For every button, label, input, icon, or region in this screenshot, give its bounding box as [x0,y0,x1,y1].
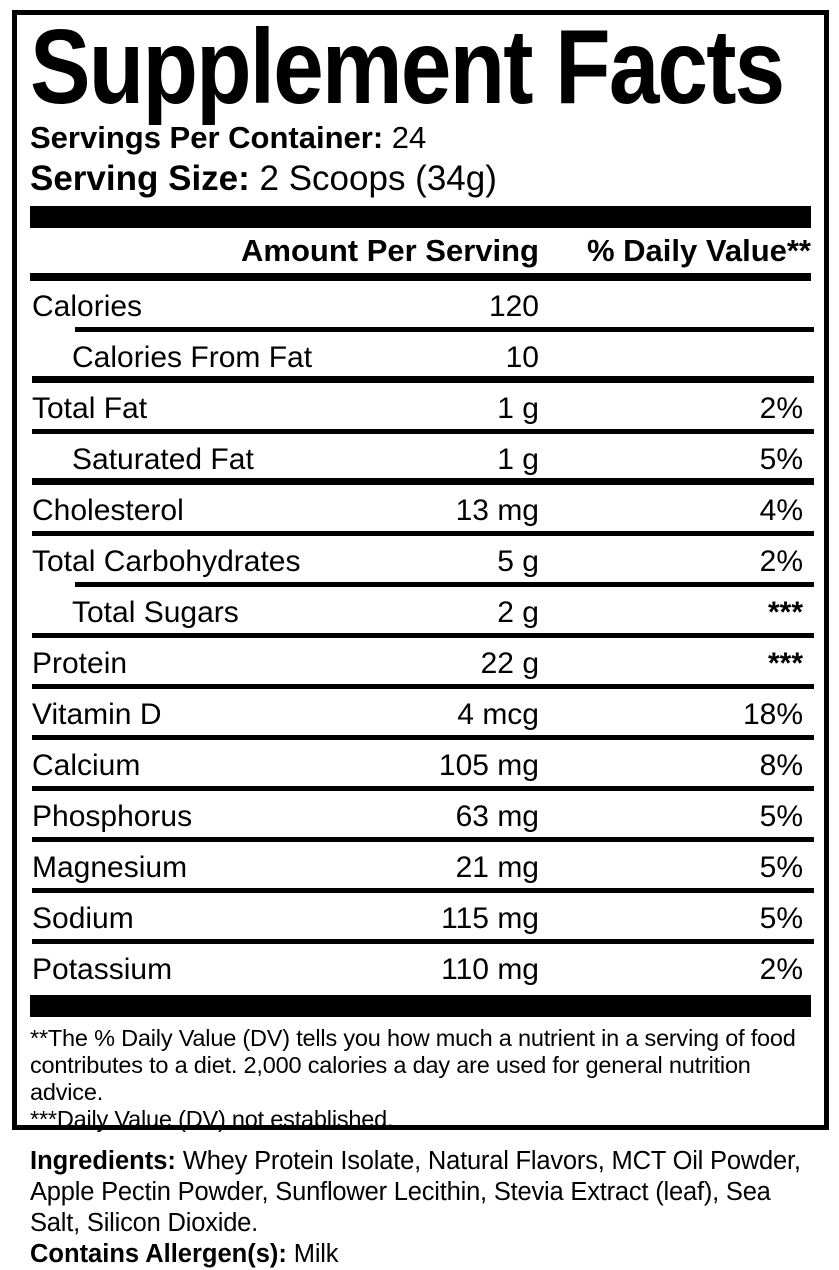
row-rule [32,478,814,485]
nutrient-row [30,791,811,842]
nutrient-row [30,485,811,536]
nutrient-amount: 22 g [480,646,539,680]
nutrient-row [30,893,811,944]
nutrient-amount: 63 mg [455,799,539,833]
allergen-label: Contains Allergen(s): [30,1240,287,1268]
nutrient-row [30,536,811,587]
nutrient-amount: 5 g [497,544,539,578]
ingredients-text: Whey Protein Isolate, Natural Flavors, MCT Oil Powder, Apple Pectin Powder, Sunflower Lecithin, Stevia Extract (leaf), Sea Salt, Silicon Dioxide. [30,1147,801,1237]
nutrient-row [30,332,811,383]
ingredients-section [30,1146,818,1270]
nutrient-name: Total Sugars [72,595,239,629]
serving-size-value: 2 Scoops (34g) [249,159,497,198]
nutrient-name: Protein [32,646,128,680]
row-rule [32,376,814,383]
nutrient-amount: 4 mcg [457,697,539,731]
nutrient-name: Sodium [32,901,134,935]
footnote-not-established: ***Daily Value (DV) not established. [30,1106,394,1132]
nutrient-daily-value: 4% [759,493,803,527]
nutrient-name: Calories From Fat [72,340,313,374]
header-rule [30,273,811,281]
serving-size-line [30,158,811,200]
nutrient-daily-value: 2% [759,391,803,425]
column-header-daily-value: % Daily Value** [586,233,811,268]
nutrient-daily-value: 2% [759,952,803,986]
ingredients-label: Ingredients: [30,1147,176,1175]
nutrient-name: Vitamin D [32,697,162,731]
nutrient-name: Cholesterol [32,493,184,527]
nutrient-daily-value: 5% [759,850,803,884]
separator-bar-bottom [30,995,811,1017]
allergen-value: Milk [286,1240,339,1268]
nutrient-row [30,689,811,740]
nutrient-rows [30,281,811,995]
nutrient-row [30,281,811,332]
nutrient-row [30,944,811,995]
serving-size-label: Serving Size: [30,159,250,198]
nutrient-amount: 115 mg [441,901,539,935]
nutrient-row [30,383,811,434]
nutrient-amount: 10 [505,340,539,374]
footnote-daily-value: **The % Daily Value (DV) tells you how much a nutrient in a serving of food contributes to a diet. 2,000 calories a day are used for general nutrition advice. [30,1025,796,1105]
panel-title: Supplement Facts [30,7,784,126]
nutrient-name: Calcium [32,748,141,782]
nutrient-row [30,740,811,791]
nutrient-daily-value: 2% [759,544,803,578]
supplement-facts-panel [12,7,829,1132]
nutrient-amount: 110 mg [441,952,539,986]
nutrient-name: Total Carbohydrates [32,544,301,578]
nutrient-name: Total Fat [32,391,148,425]
panel-title-wrap [30,7,811,126]
nutrient-daily-value: 5% [759,901,803,935]
nutrient-name: Calories [32,289,143,323]
nutrient-row [30,587,811,638]
nutrient-daily-value: 18% [742,697,803,731]
servings-per-container-value: 24 [383,120,427,155]
table-header-row [30,228,811,273]
nutrient-amount: 13 mg [455,493,539,527]
nutrient-daily-value: *** [767,595,803,629]
nutrient-name: Saturated Fat [72,442,254,476]
nutrient-row [30,842,811,893]
nutrient-name: Potassium [32,952,173,986]
nutrient-row [30,434,811,485]
nutrient-row [30,638,811,689]
nutrient-amount: 21 mg [455,850,539,884]
nutrient-amount: 120 [488,289,539,323]
footnotes [30,1025,811,1133]
nutrient-name: Magnesium [32,850,188,884]
nutrient-amount: 1 g [497,442,539,476]
nutrient-amount: 2 g [497,595,539,629]
servings-per-container-label: Servings Per Container: [30,120,384,155]
nutrient-name: Phosphorus [32,799,193,833]
column-header-amount: Amount Per Serving [241,233,539,268]
nutrient-daily-value: 8% [759,748,803,782]
nutrient-daily-value: *** [767,646,803,680]
nutrient-daily-value: 5% [759,799,803,833]
nutrient-amount: 1 g [497,391,539,425]
nutrient-amount: 105 mg [438,748,539,782]
separator-bar-top [30,206,811,228]
nutrient-daily-value: 5% [759,442,803,476]
